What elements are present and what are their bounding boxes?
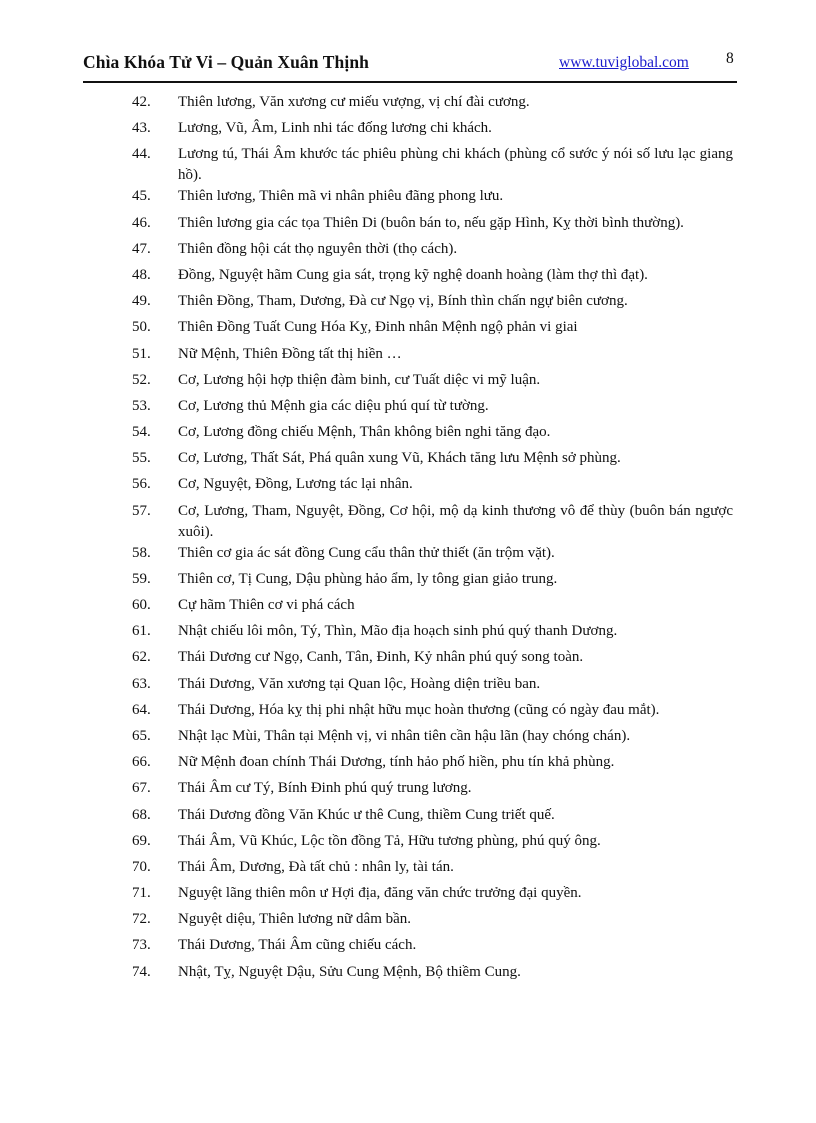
item-text: Thiên lương gia các tọa Thiên Di (buôn bán to, nếu gặp Hình, Kỵ thời bình thường).	[178, 214, 684, 231]
list-item	[0, 474, 816, 500]
list-item	[0, 726, 816, 752]
item-number: 48.	[132, 266, 151, 283]
item-number: 67.	[132, 780, 151, 797]
item-text: Thiên Đồng, Tham, Dương, Đà cư Ngọ vị, Bính thìn chấn ngự biên cương.	[178, 293, 628, 310]
numbered-list	[0, 92, 816, 988]
item-number: 56.	[132, 476, 151, 493]
item-number: 52.	[132, 371, 151, 388]
list-item	[0, 621, 816, 647]
page-header	[83, 52, 737, 76]
item-text: Thiên lương, Văn xương cư miếu vượng, vị chí đài cương.	[178, 94, 530, 110]
item-number: 57.	[132, 502, 151, 519]
item-text: Thái Dương, Hóa kỵ thị phi nhật hữu mục hoàn thương (cũng có ngày đau mắt).	[178, 701, 660, 718]
list-item	[0, 370, 816, 396]
item-text: Thái Âm, Dương, Đà tất chủ : nhân ly, tài tán.	[178, 858, 454, 875]
item-number: 63.	[132, 675, 151, 692]
list-item	[0, 883, 816, 909]
item-text: Nguyệt diệu, Thiên lương nữ dâm bần.	[178, 911, 412, 928]
item-text: Nữ Mệnh, Thiên Đồng tất thị hiền …	[178, 345, 402, 362]
list-item	[0, 674, 816, 700]
list-item	[0, 962, 816, 988]
list-item	[0, 422, 816, 448]
item-number: 64.	[132, 701, 151, 718]
item-text: Nguyệt lãng thiên môn ư Hợi địa, đăng văn chức trưởng đại quyền.	[178, 885, 582, 902]
item-text: Lương, Vũ, Âm, Linh nhi tác đống lương chi khách.	[178, 120, 492, 137]
item-number: 74.	[132, 963, 151, 980]
item-text: Thiên lương, Thiên mã vi nhân phiêu đãng phong lưu.	[178, 188, 504, 205]
item-text: Thái Dương, Văn xương tại Quan lộc, Hoàng diện triều ban.	[178, 675, 541, 692]
item-number: 65.	[132, 727, 151, 744]
item-number: 60.	[132, 597, 151, 613]
item-number: 73.	[132, 937, 151, 954]
item-text: Thái Dương, Thái Âm cũng chiếu cách.	[178, 937, 417, 954]
list-item	[0, 831, 816, 857]
item-text: Nữ Mệnh đoan chính Thái Dương, tính hảo phố hiền, phu tín khả phùng.	[178, 754, 615, 771]
item-number: 51.	[132, 345, 151, 362]
page-number: 8	[726, 50, 734, 67]
item-text: Thái Âm, Vũ Khúc, Lộc tồn đồng Tả, Hữu tương phùng, phú quý ông.	[178, 832, 601, 849]
item-number: 53.	[132, 397, 151, 414]
item-number: 69.	[132, 832, 151, 849]
item-number: 46.	[132, 214, 151, 231]
item-text: Nhật, Tỵ, Nguyệt Dậu, Sửu Cung Mệnh, Bộ thiềm Cung.	[178, 963, 521, 980]
item-text: Nhật chiếu lôi môn, Tý, Thìn, Mão địa hoạch sinh phú quý thanh Dương.	[178, 623, 618, 640]
list-item	[0, 501, 816, 543]
item-number: 50.	[132, 319, 151, 336]
list-item	[0, 118, 816, 144]
item-number: 68.	[132, 806, 151, 823]
item-text: Cơ, Lương đồng chiếu Mệnh, Thân không biên nghi tăng đạo.	[178, 424, 551, 441]
item-text: Thiên cơ, Tị Cung, Dậu phùng hảo ẩm, ly tông gian giảo trung.	[178, 570, 558, 587]
item-number: 55.	[132, 450, 151, 467]
list-item	[0, 569, 816, 595]
item-text: Đồng, Nguyệt hãm Cung gia sát, trọng kỹ nghệ doanh hoàng (làm thợ thì đạt).	[178, 266, 648, 283]
list-item	[0, 317, 816, 343]
item-text: Cự hãm Thiên cơ vi phá cách	[178, 597, 355, 613]
list-item	[0, 265, 816, 291]
item-number: 42.	[132, 94, 151, 110]
list-item	[0, 805, 816, 831]
item-text: Cơ, Lương hội hợp thiện đàm binh, cư Tuất diệc vi mỹ luận.	[178, 371, 541, 388]
list-item	[0, 857, 816, 883]
list-item	[0, 595, 816, 621]
list-item	[0, 778, 816, 804]
item-number: 72.	[132, 911, 151, 928]
item-text: Thiên cơ gia ác sát đồng Cung cẩu thân thử thiết (ăn trộm vặt).	[178, 544, 555, 561]
item-number: 62.	[132, 649, 151, 666]
document-title: Chìa Khóa Tử Vi – Quản Xuân Thịnh	[83, 52, 369, 72]
list-item	[0, 239, 816, 265]
item-text: Thái Dương cư Ngọ, Canh, Tân, Đinh, Kỷ nhân phú quý song toàn.	[178, 649, 584, 666]
item-text: Thiên Đồng Tuất Cung Hóa Kỵ, Đinh nhân Mệnh ngộ phản vi giai	[178, 319, 578, 336]
item-text: Thái Âm cư Tý, Bính Đinh phú quý trung lương.	[178, 780, 472, 797]
item-text: Cơ, Lương, Thất Sát, Phá quân xung Vũ, Khách tăng lưu Mệnh sở phùng.	[178, 450, 621, 467]
list-item	[0, 186, 816, 212]
item-number: 70.	[132, 858, 151, 875]
list-item	[0, 344, 816, 370]
item-number: 44.	[132, 146, 151, 163]
item-number: 54.	[132, 424, 151, 441]
item-text: Nhật lạc Mùi, Thân tại Mệnh vị, vi nhân tiên cần hậu lãn (hay chóng chán).	[178, 727, 631, 744]
item-number: 66.	[132, 754, 151, 771]
item-number: 61.	[132, 623, 151, 640]
list-item	[0, 935, 816, 961]
list-item	[0, 752, 816, 778]
website-link[interactable]: www.tuviglobal.com	[559, 54, 689, 71]
header-divider	[83, 81, 737, 83]
item-number: 45.	[132, 188, 151, 205]
list-item	[0, 144, 816, 186]
item-number: 59.	[132, 570, 151, 587]
list-item	[0, 448, 816, 474]
list-item	[0, 909, 816, 935]
item-text: Thiên đồng hội cát thọ nguyên thời (thọ cách).	[178, 240, 458, 257]
item-number: 43.	[132, 120, 151, 137]
item-number: 71.	[132, 885, 151, 902]
item-number: 47.	[132, 240, 151, 257]
item-text: Cơ, Nguyệt, Đồng, Lương tác lại nhân.	[178, 476, 413, 493]
item-number: 58.	[132, 544, 151, 561]
item-number: 49.	[132, 293, 151, 310]
list-item	[0, 213, 816, 239]
list-item	[0, 396, 816, 422]
list-item	[0, 291, 816, 317]
list-item	[0, 92, 816, 118]
item-text: Lương tú, Thái Âm khước tác phiêu phùng chi khách (phùng cổ sước ý nói số lưu lạc giang hồ).	[178, 146, 733, 184]
list-item	[0, 647, 816, 673]
list-item	[0, 543, 816, 569]
item-text: Cơ, Lương thủ Mệnh gia các diệu phú quí từ tường.	[178, 397, 489, 414]
item-text: Thái Dương đồng Văn Khúc ư thê Cung, thiềm Cung triết quế.	[178, 806, 555, 823]
item-text: Cơ, Lương, Tham, Nguyệt, Đồng, Cơ hội, mộ dạ kinh thương vô để thùy (buôn bán ngược xuôi).	[178, 502, 733, 540]
list-item	[0, 700, 816, 726]
